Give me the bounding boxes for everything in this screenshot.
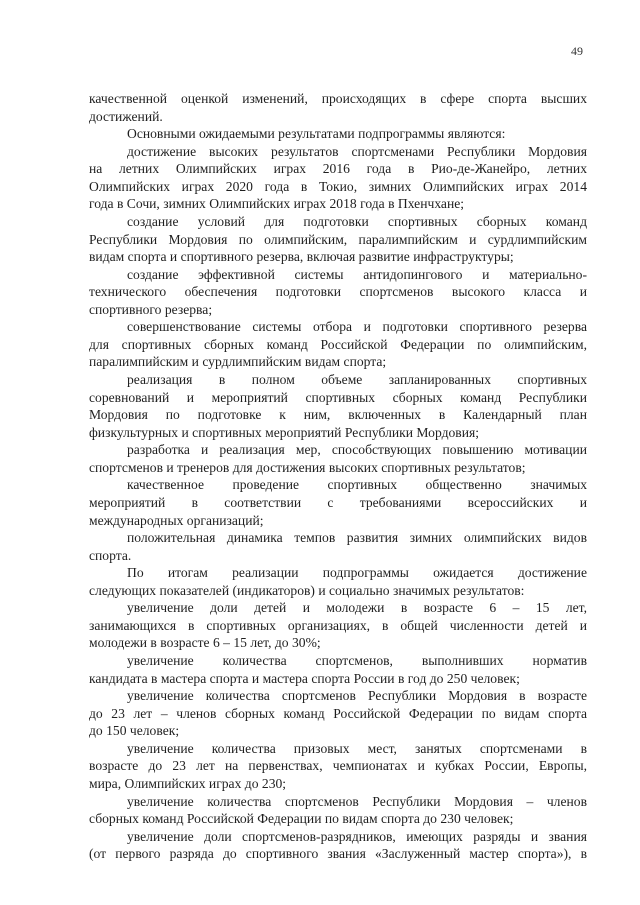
text-line: увеличение доли спортсменов-разрядников, имеющих разряды и звания — [127, 828, 587, 844]
text-line: качественной оценкой изменений, происходящих в сфере спорта высших — [89, 91, 587, 106]
text-line: следующих показателей (индикаторов) и социально значимых результатов: — [89, 582, 525, 598]
text-line: для спортивных сборных команд Российской Федерации по олимпийским, — [89, 336, 587, 352]
text-line: занимающихся в спортивных организациях, в общей численности детей и — [89, 617, 587, 633]
text-line: молодежи в возрасте 6 – 15 лет, до 30%; — [89, 635, 321, 651]
text-line: увеличение количества спортсменов Республики Мордовия – членов — [127, 793, 587, 809]
text-line: создание эффективной системы антидопингового и материально- — [127, 266, 587, 282]
text-line: до 150 человек; — [89, 723, 180, 739]
text-line: увеличение количества спортсменов, выполнивших норматив — [127, 653, 587, 668]
text-line: паралимпийским и сурдлимпийским видам спорта; — [89, 354, 387, 370]
text-line: достижений. — [89, 108, 163, 124]
text-line: мира, Олимпийских играх до 230; — [89, 775, 287, 791]
text-line: увеличение количества спортсменов Республики Мордовия в возрасте — [127, 688, 587, 704]
text-line: мероприятий в соответствии с требованиями всероссийских и — [89, 494, 587, 510]
text-line: физкультурных и спортивных мероприятий Республики Мордовия; — [89, 424, 480, 440]
text-line: создание условий для подготовки спортивных сборных команд — [127, 213, 587, 229]
text-line: возрасте до 23 лет на первенствах, чемпионатах и кубках России, Европы, — [89, 758, 587, 774]
text-line: По итогам реализации подпрограммы ожидается достижение — [127, 565, 587, 581]
text-line: реализация в полном объеме запланированных спортивных — [127, 372, 587, 387]
text-line: до 23 лет – членов сборных команд Российской Федерации по видам спорта — [89, 705, 587, 721]
text-line: качественное проведение спортивных общественно значимых — [127, 477, 587, 493]
text-line: видам спорта и спортивного резерва, включая развитие инфраструктуры; — [89, 249, 514, 265]
text-line: положительная динамика темпов развития зимних олимпийских видов — [127, 530, 587, 546]
text-line: увеличение количества призовых мест, занятых спортсменами в — [127, 740, 587, 756]
text-line: Мордовия по подготовке к ним, включенных в Календарный план — [89, 407, 587, 423]
text-line: увеличение доли детей и молодежи в возрасте 6 – 15 лет, — [127, 600, 587, 616]
text-line: спортивного резерва; — [89, 301, 213, 317]
text-line: достижение высоких результатов спортсменами Республики Мордовия — [127, 143, 587, 159]
text-line: Республики Мордовия по олимпийским, паралимпийским и сурдлимпийским — [89, 231, 587, 247]
text-line: соревнований и мероприятий спортивных сборных команд Республики — [89, 389, 587, 405]
text-line: спорта. — [89, 547, 132, 563]
text-line: года в Сочи, зимних Олимпийских играх 2018 года в Пхенчхане; — [89, 196, 465, 212]
text-line: совершенствование системы отбора и подготовки спортивного резерва — [127, 319, 587, 335]
text-line: (от первого разряда до спортивного звания «Заслуженный мастер спорта»), в — [89, 846, 587, 862]
text-line: разработка и реализация мер, способствующих повышению мотивации — [127, 442, 587, 458]
page-number: 49 — [571, 44, 583, 58]
text-line: кандидата в мастера спорта и мастера спорта России в год до 250 человек; — [89, 670, 520, 686]
text-line: спортсменов и тренеров для достижения высоких спортивных результатов; — [89, 459, 526, 475]
text-line: Основными ожидаемыми результатами подпрограммы являются: — [127, 126, 506, 142]
text-line: технического обеспечения подготовки спортсменов высокого класса и — [89, 284, 587, 300]
text-line: Олимпийских играх 2020 года в Токио, зимних Олимпийских играх 2014 — [89, 178, 587, 194]
text-line: международных организаций; — [89, 512, 264, 528]
text-line: сборных команд Российской Федерации по видам спорта до 230 человек; — [89, 811, 514, 827]
body-text — [89, 90, 587, 863]
text-line: на летних Олимпийских играх 2016 года в Рио-де-Жанейро, летних — [89, 161, 587, 177]
